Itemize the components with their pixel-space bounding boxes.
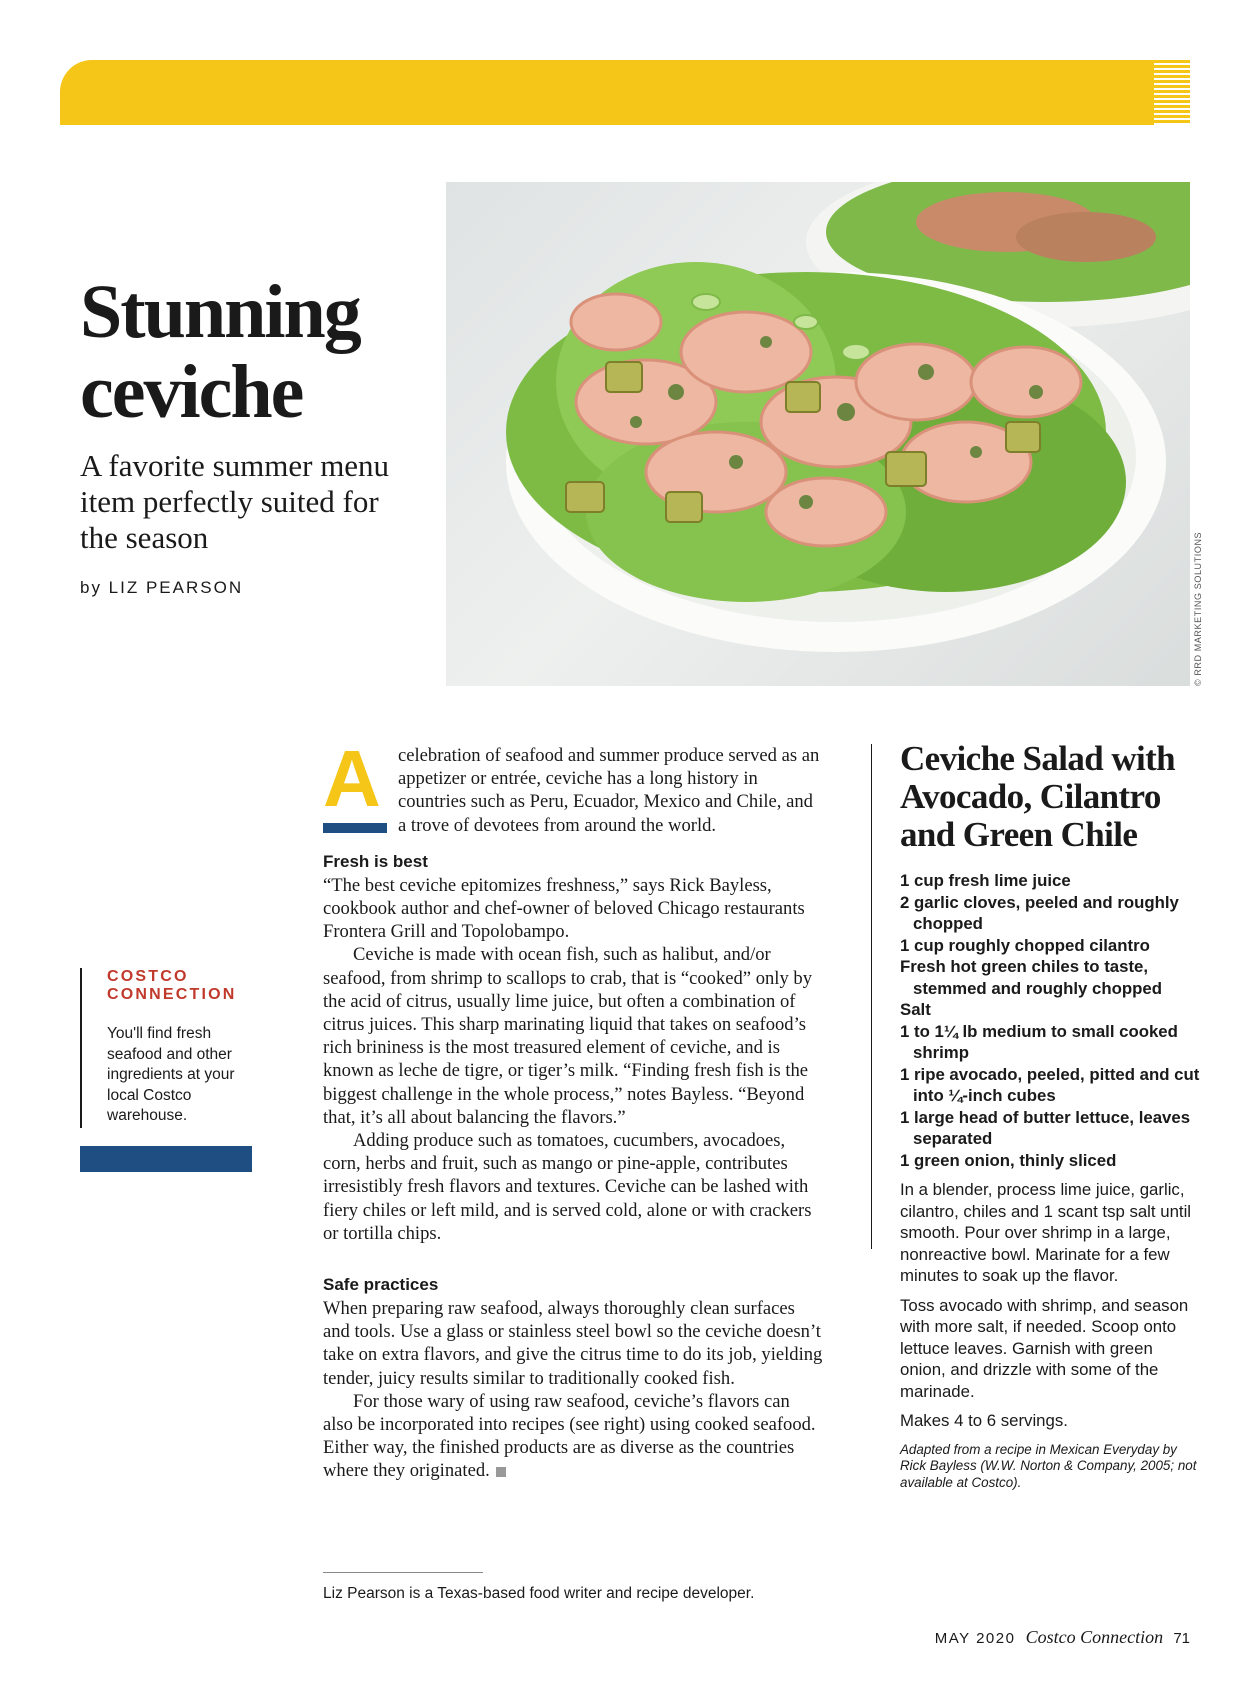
ingredient-item: 1 cup fresh lime juice — [900, 871, 1071, 890]
page-footer — [935, 1627, 1190, 1648]
ingredient-item: 2 garlic cloves, peeled and roughly chopped — [900, 892, 1179, 933]
ingredient-list — [900, 870, 1200, 1171]
ingredient-item: 1 green onion, thinly sliced — [900, 1150, 1117, 1170]
ingredient-item: Salt — [900, 1000, 931, 1019]
bio-divider — [323, 1572, 483, 1573]
column-divider — [871, 744, 872, 1249]
section-header-band — [60, 60, 1190, 125]
page-number: 71 — [1173, 1630, 1190, 1647]
ingredient-item: 1 to 1¼ lb medium to small cooked shrimp — [900, 1021, 1178, 1062]
recipe-panel — [900, 740, 1200, 1492]
drop-cap-bar — [323, 823, 387, 833]
recipe-title: Ceviche Salad with Avocado, Cilantro and Green Chile — [900, 739, 1176, 854]
recipe-steps — [900, 1179, 1200, 1402]
recipe-step: In a blender, process lime juice, garlic, cilantro, chiles and 1 scant tsp salt until smooth. Pour over shrimp in a large, nonreactive bowl. Marinate for a few minutes to soak up the flavor. — [900, 1180, 1192, 1285]
drop-cap: A — [323, 734, 381, 823]
ingredient-item: Fresh hot green chiles to taste, stemmed and roughly chopped — [900, 957, 1162, 998]
title-line-2: ceviche — [80, 350, 303, 434]
intro-text: celebration of seafood and summer produce served as an appetizer or entrée, ceviche has a long history in countries such as Peru, Ecuador, Mexico and Chile, and a trove of devotees from around the world. — [398, 745, 820, 836]
byline: by LIZ PEARSON — [80, 578, 244, 597]
paragraph — [323, 1390, 823, 1483]
ingredient-item: 1 ripe avocado, peeled, pitted and cut into ¼-inch cubes — [900, 1064, 1200, 1105]
photo-credit: © RRD MARKETING SOLUTIONS — [1193, 531, 1203, 686]
recipe-step: Toss avocado with shrimp, and season with more salt, if needed. Scoop onto lettuce leaves. Garnish with green onion, and drizzle with some of the marinade. — [900, 1295, 1189, 1401]
magazine-name: Costco Connection — [1025, 1627, 1164, 1647]
end-mark — [496, 1467, 506, 1477]
sidebar-accent-bar — [80, 1146, 252, 1172]
article-title — [80, 272, 440, 432]
title-line-1: Stunning — [80, 270, 360, 354]
subhead-safe: Safe practices — [323, 1275, 439, 1295]
header-stripes — [1154, 60, 1190, 125]
closing-text: For those wary of using raw seafood, ceviche’s flavors can also be incorporated into recipes (see right) using cooked seafood. Either way, the finished products are as diverse as the countries where they originated. — [323, 1390, 816, 1482]
recipe-source: Adapted from a recipe in Mexican Everyday by Rick Bayless (W.W. Norton & Company, 2005; not available at Costco). — [900, 1441, 1197, 1491]
issue-date: MAY 2020 — [934, 1630, 1016, 1647]
intro-paragraph — [323, 734, 823, 837]
paragraph: Ceviche is made with ocean fish, such as halibut, and/or seafood, from shrimp to scallops to crab, that is “cooked” only by the acid of citrus, usually lime juice, but often a combination of citrus juices. This sharp marinating liquid that takes on seafood’s rich brininess is the most treasured element of ceviche, and is known as leche de tigre, or tiger’s milk. “Finding fresh fish is the biggest challenge in the whole process,” notes Bayless. “Beyond that, it’s all about balancing the flavors.” — [323, 944, 813, 1128]
article-subtitle: A favorite summer menu item perfectly suited for the season — [80, 448, 390, 555]
section-label: FOR YOUR TABLE — [821, 16, 1124, 47]
recipe-yield: Makes 4 to 6 servings. — [900, 1411, 1068, 1430]
article-body — [323, 734, 823, 1483]
ingredient-item: 1 large head of butter lettuce, leaves separated — [900, 1107, 1191, 1148]
paragraph: “The best ceviche epitomizes freshness,” says Rick Bayless, cookbook author and chef-owner of beloved Chicago restaurants Frontera Grill and Topolobampo. — [323, 874, 805, 943]
ceviche-illustration — [446, 182, 1190, 686]
subhead-fresh: Fresh is best — [323, 851, 428, 871]
sidebar-title: COSTCO CONNECTION — [107, 968, 237, 1003]
author-bio: Liz Pearson is a Texas-based food writer and recipe developer. — [323, 1585, 755, 1602]
paragraph: When preparing raw seafood, always thoroughly clean surfaces and tools. Use a glass or stainless steel bowl so the ceviche doesn’t take on extra flavors, and give the citrus time to do its job, yielding tender, juicy results similar to traditionally cooked fish. — [323, 1298, 823, 1389]
costco-connection-sidebar — [80, 968, 260, 1128]
ingredient-item: 1 cup roughly chopped cilantro — [900, 935, 1150, 955]
ceviche-photo — [446, 182, 1190, 686]
paragraph: Adding produce such as tomatoes, cucumbers, avocadoes, corn, herbs and fruit, such as mango or pine-apple, contributes irresistibly fresh flavors and textures. Ceviche can be lashed with fiery chiles or left mild, and is served cold, alone or with crackers or tortilla chips. — [323, 1130, 812, 1244]
sidebar-text: You'll find fresh seafood and other ingredients at your local Costco warehouse. — [107, 1025, 235, 1124]
